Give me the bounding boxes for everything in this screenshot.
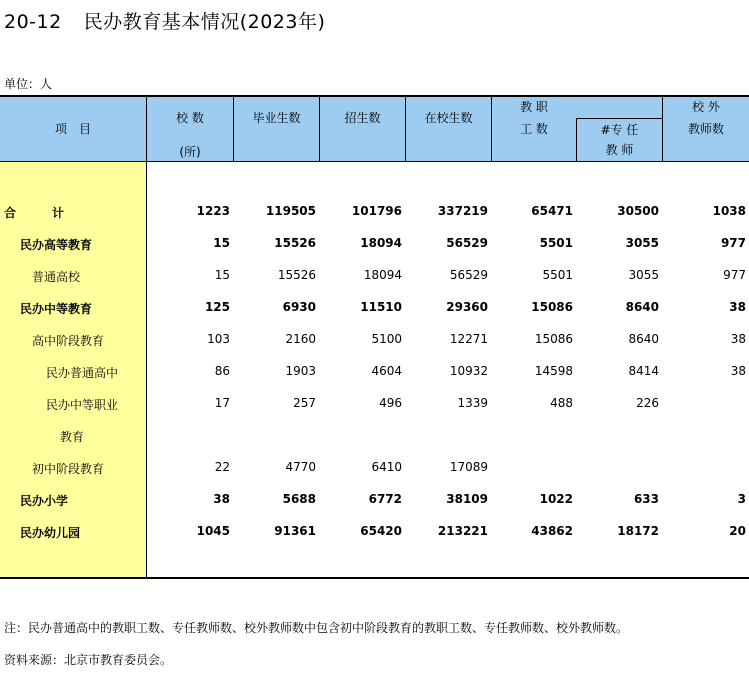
cell-students: 1339 (457, 396, 488, 410)
cell-staff: 488 (550, 396, 573, 410)
cell-staff: 5501 (542, 268, 573, 282)
header-bottom-rule (0, 161, 749, 162)
header-staff-2: 工 数 (520, 122, 548, 136)
cell-staff: 43862 (531, 524, 573, 538)
cell-graduates: 119505 (265, 204, 316, 218)
cell-fulltime-teachers: 3055 (625, 236, 659, 250)
cell-schools: 22 (214, 460, 230, 474)
table-row (0, 329, 749, 349)
cell-students: 337219 (437, 204, 488, 218)
header-divider (319, 96, 320, 162)
header-schools: 校 数 (176, 111, 204, 125)
header-enrollment: 招生数 (344, 111, 381, 125)
cell-graduates: 6930 (282, 300, 316, 314)
cell-graduates: 15526 (277, 268, 316, 282)
cell-external-teachers: 3 (737, 492, 746, 506)
cell-fulltime-teachers: 8414 (628, 364, 659, 378)
cell-fulltime-teachers: 8640 (628, 332, 659, 346)
cell-staff: 15086 (534, 332, 573, 346)
table-row (0, 361, 749, 381)
header-schools-unit: (所) (179, 145, 201, 159)
data-source-note: 资料来源：北京市教育委员会。 (4, 653, 173, 667)
cell-enrollment: 6772 (368, 492, 402, 506)
cell-fulltime-teachers: 3055 (628, 268, 659, 282)
table-row (0, 265, 749, 285)
table-footnote: 注：民办普通高中的教职工数、专任教师数、校外教师数中包含初中阶段教育的教职工数、专任教师数、校外教师数。 (4, 621, 629, 635)
header-external-teachers: 校 外 (692, 100, 720, 114)
cell-students: 38109 (446, 492, 488, 506)
cell-enrollment: 65420 (360, 524, 402, 538)
cell-students: 56529 (446, 236, 488, 250)
cell-graduates: 15526 (274, 236, 316, 250)
cell-students: 213221 (437, 524, 488, 538)
cell-students: 56529 (449, 268, 488, 282)
cell-students: 10932 (449, 364, 488, 378)
table-row (0, 457, 749, 477)
cell-staff: 15086 (531, 300, 573, 314)
cell-schools: 17 (214, 396, 230, 410)
table-number: 20-12 (4, 11, 62, 33)
cell-students: 29360 (446, 300, 488, 314)
table-row (0, 201, 749, 221)
top-rule (0, 95, 749, 97)
row-label: 民办幼儿园 (20, 526, 81, 540)
cell-staff: 1022 (539, 492, 573, 506)
cell-external-teachers: 38 (729, 300, 746, 314)
header-external-teachers-2: 教师数 (687, 122, 724, 136)
row-label: 民办高等教育 (20, 238, 93, 252)
cell-fulltime-teachers: 30500 (617, 204, 659, 218)
header-graduates: 毕业生数 (252, 111, 301, 125)
row-label: 民办中等职业 (46, 398, 119, 412)
table-title-text: 民办教育基本情况(2023年) (83, 11, 326, 33)
cell-enrollment: 18094 (360, 236, 402, 250)
header-item: 项 目 (54, 122, 91, 136)
cell-external-teachers: 977 (720, 236, 746, 250)
header-fulltime-teachers: #专 任 (600, 123, 639, 137)
row-label: 初中阶段教育 (32, 462, 105, 476)
table-title (4, 7, 325, 34)
cell-schools: 1045 (196, 524, 230, 538)
cell-schools: 15 (213, 236, 230, 250)
row-label: 民办小学 (20, 494, 69, 508)
cell-fulltime-teachers: 226 (636, 396, 659, 410)
cell-schools: 103 (207, 332, 230, 346)
cell-schools: 1223 (196, 204, 230, 218)
row-label: 合 计 (4, 206, 65, 220)
table-row (0, 233, 749, 253)
cell-schools: 15 (214, 268, 230, 282)
table-row (0, 425, 749, 445)
cell-external-teachers: 20 (729, 524, 746, 538)
cell-graduates: 4770 (285, 460, 316, 474)
row-label: 民办普通高中 (46, 366, 119, 380)
cell-graduates: 2160 (285, 332, 316, 346)
table-row (0, 489, 749, 509)
header-students: 在校生数 (424, 111, 473, 125)
cell-enrollment: 101796 (351, 204, 402, 218)
cell-fulltime-teachers: 633 (633, 492, 659, 506)
cell-schools: 86 (214, 364, 230, 378)
header-staff: 教 职 (520, 100, 548, 114)
cell-enrollment: 11510 (360, 300, 402, 314)
row-label: 教育 (60, 430, 85, 444)
cell-graduates: 91361 (274, 524, 316, 538)
cell-graduates: 1903 (285, 364, 316, 378)
unit-label: 单位：人 (4, 77, 53, 91)
cell-external-teachers: 1038 (712, 204, 746, 218)
cell-external-teachers: 977 (723, 268, 746, 282)
header-subdivider (576, 118, 663, 119)
cell-enrollment: 6410 (371, 460, 402, 474)
cell-enrollment: 5100 (371, 332, 402, 346)
cell-staff: 14598 (534, 364, 573, 378)
header-fulltime-teachers-2: 教 师 (605, 143, 634, 157)
table-row (0, 393, 749, 413)
cell-enrollment: 18094 (363, 268, 402, 282)
cell-staff: 5501 (539, 236, 573, 250)
cell-students: 12271 (449, 332, 488, 346)
cell-students: 17089 (449, 460, 488, 474)
cell-graduates: 5688 (282, 492, 316, 506)
bottom-rule (0, 577, 749, 579)
row-label: 高中阶段教育 (32, 334, 105, 348)
cell-schools: 125 (204, 300, 230, 314)
cell-fulltime-teachers: 18172 (617, 524, 659, 538)
row-label: 普通高校 (32, 270, 81, 284)
cell-schools: 38 (213, 492, 230, 506)
cell-enrollment: 496 (379, 396, 402, 410)
cell-external-teachers: 38 (730, 332, 746, 346)
cell-enrollment: 4604 (371, 364, 402, 378)
cell-external-teachers: 38 (730, 364, 746, 378)
table-row (0, 521, 749, 541)
header-divider (233, 96, 234, 162)
header-divider (405, 96, 406, 162)
row-label: 民办中等教育 (20, 302, 93, 316)
cell-graduates: 257 (293, 396, 316, 410)
cell-fulltime-teachers: 8640 (625, 300, 659, 314)
table-row (0, 297, 749, 317)
cell-staff: 65471 (531, 204, 573, 218)
